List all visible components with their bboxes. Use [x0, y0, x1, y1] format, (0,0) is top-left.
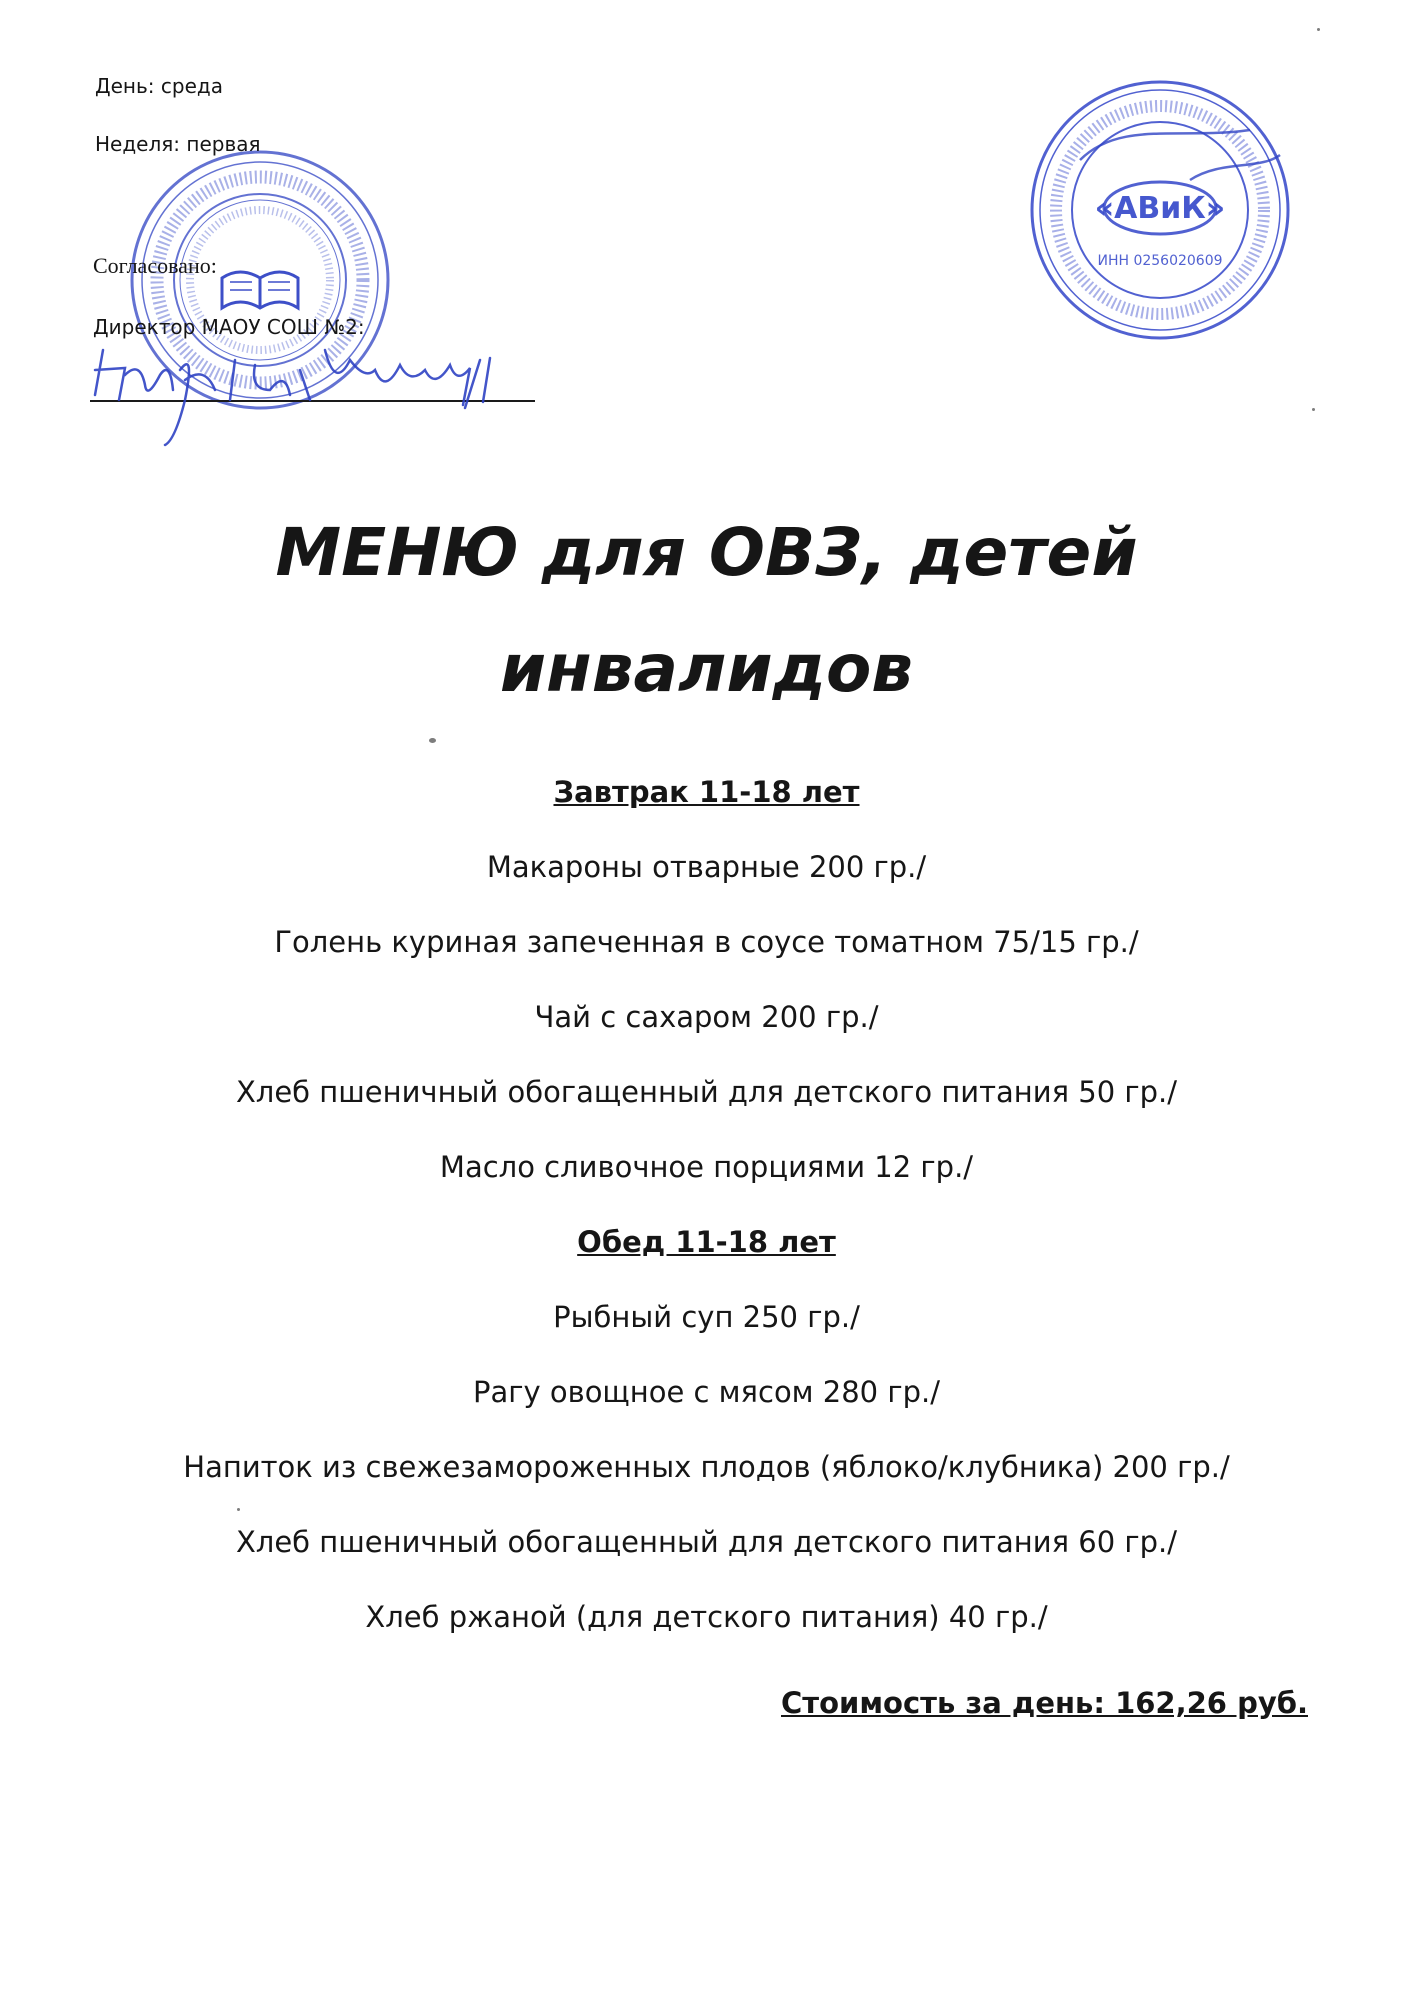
- lunch-heading: Обед 11-18 лет: [577, 1225, 836, 1259]
- director-label: Директор МАОУ СОШ №2:: [93, 315, 365, 339]
- menu-item: Масло сливочное порциями 12 гр./: [439, 1150, 974, 1184]
- breakfast-heading: Завтрак 11-18 лет: [553, 775, 860, 809]
- daily-cost: Стоимость за день: 162,26 руб.: [781, 1686, 1308, 1720]
- menu-item: Макароны отварные 200 гр./: [486, 850, 927, 884]
- menu-item: Хлеб ржаной (для детского питания) 40 гр./: [365, 1600, 1048, 1634]
- menu-item: Хлеб пшеничный обогащенный для детского питания 60 гр./: [235, 1525, 1178, 1559]
- menu-item: Напиток из свежезамороженных плодов (яблоко/клубника) 200 гр./: [183, 1450, 1230, 1484]
- company-seal-inn: ИНН 0256020609: [1097, 253, 1223, 269]
- menu-item: Голень куриная запеченная в соусе томатном 75/15 гр./: [274, 925, 1139, 959]
- scan-speck: [429, 738, 436, 743]
- scan-speck: [237, 1508, 240, 1511]
- director-signature: [85, 330, 545, 450]
- company-seal-stamp: [1010, 60, 1310, 350]
- company-seal-name: «АВиК»: [1094, 191, 1226, 226]
- menu-item: Рыбный суп 250 гр./: [553, 1300, 860, 1334]
- title-line-2: инвалидов: [499, 630, 914, 707]
- menu-list: [0, 755, 1413, 1655]
- menu-item: Хлеб пшеничный обогащенный для детского питания 50 гр./: [235, 1075, 1178, 1109]
- scan-speck: [1312, 408, 1315, 411]
- title-line-1: МЕНЮ для ОВЗ, детей: [275, 514, 1138, 591]
- open-book-icon: [222, 272, 298, 308]
- menu-item: Чай с сахаром 200 гр./: [534, 1000, 879, 1034]
- approved-label: Согласовано:: [93, 253, 217, 278]
- menu-item: Рагу овощное с мясом 280 гр./: [472, 1375, 940, 1409]
- scan-speck: [1317, 28, 1320, 31]
- week-label: Неделя: первая: [95, 132, 261, 156]
- day-label: День: среда: [95, 74, 223, 98]
